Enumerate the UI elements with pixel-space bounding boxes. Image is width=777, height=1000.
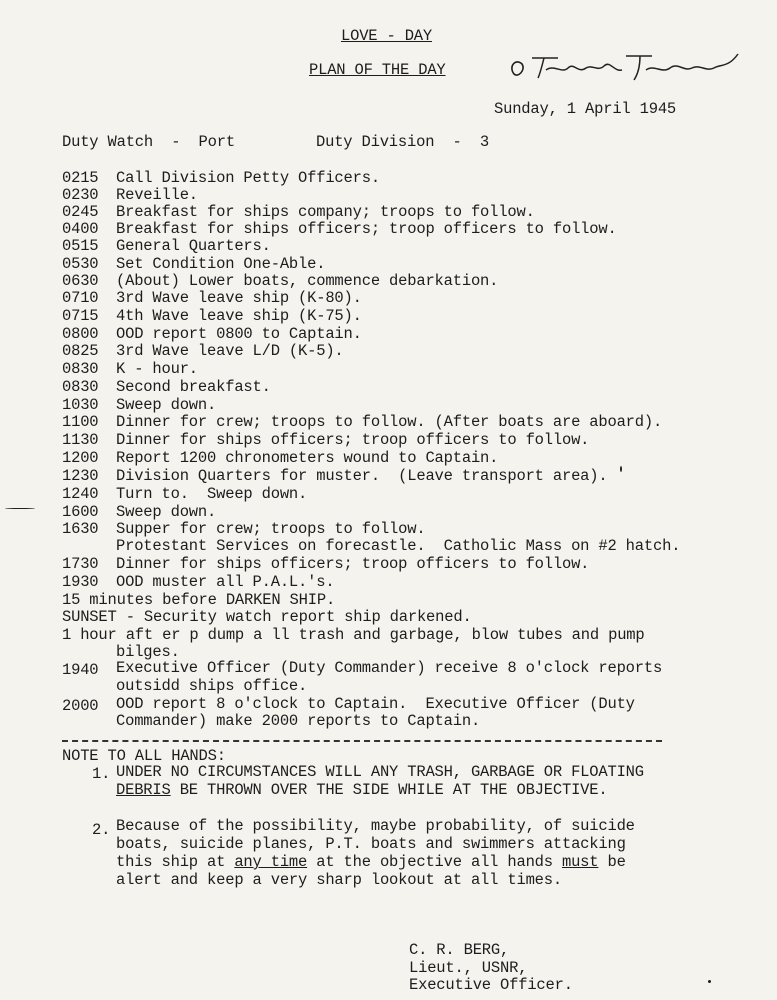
schedule-text: 4th Wave leave ship (K-75).: [116, 307, 362, 325]
schedule-time: 0715: [62, 307, 99, 325]
hour-after-line-2: bilges.: [116, 643, 180, 661]
scan-speck: [708, 980, 711, 983]
schedule-row: [0, 556, 777, 573]
schedule-row: [0, 379, 777, 396]
schedule-text: Breakfast for ships company; troops to follow.: [116, 203, 535, 221]
schedule-time-2000: 2000: [62, 697, 99, 715]
darken-ship-line: 15 minutes before DARKEN SHIP.: [62, 591, 336, 609]
schedule-text: Report 1200 chronometers wound to Captain.: [116, 449, 499, 467]
schedule-row: [0, 450, 777, 467]
dashed-divider: [62, 740, 662, 742]
schedule-text: Breakfast for ships officers; troop officers to follow.: [116, 220, 617, 238]
schedule-time: 0830: [62, 360, 99, 378]
doc-date: Sunday, 1 April 1945: [494, 100, 677, 118]
schedule-time: 1630: [62, 520, 99, 538]
duty-watch: Duty Watch - Port: [62, 133, 235, 151]
signature-rank: Lieut., USNR,: [409, 959, 528, 977]
schedule-row: [0, 468, 777, 485]
note-1-line-2: [116, 782, 607, 799]
schedule-time: 1200: [62, 449, 99, 467]
schedule-time: 0630: [62, 272, 99, 290]
scan-speck: [5, 508, 35, 509]
note-1-debris: DEBRIS: [116, 781, 171, 799]
schedule-text: (About) Lower boats, commence debarkation.: [116, 272, 499, 290]
schedule-time: 1030: [62, 396, 99, 414]
note-2-line-3-b: at the objective all hands: [307, 853, 562, 871]
exec-officer-line-1: Executive Officer (Duty Commander) receive 8 o'clock reports: [116, 659, 663, 677]
schedule-row: [0, 521, 777, 538]
notes-heading: NOTE TO ALL HANDS:: [62, 747, 226, 765]
signature-title: Executive Officer.: [409, 976, 573, 994]
schedule-text: Dinner for ships officers; troop officers to follow.: [116, 431, 590, 449]
scan-speck: [620, 466, 622, 472]
schedule-time: 0710: [62, 289, 99, 307]
note-2-line-1: Because of the possibility, maybe probability, of suicide: [116, 817, 635, 835]
schedule-time: 1230: [62, 467, 99, 485]
schedule-text: K - hour.: [116, 360, 198, 378]
schedule-row: [0, 187, 777, 204]
schedule-row: [0, 238, 777, 255]
note-2-must: must: [561, 853, 599, 871]
doc-title: LOVE - DAY: [341, 27, 433, 45]
schedule-row: [0, 414, 777, 431]
schedule-text: 3rd Wave leave ship (K-80).: [116, 289, 362, 307]
schedule-time-1940: 1940: [62, 661, 99, 679]
schedule-row: [0, 326, 777, 343]
ood-report-line-1: OOD report 8 o'clock to Captain. Executive Officer (Duty: [116, 695, 635, 713]
schedule-row: [0, 361, 777, 378]
note-2-line-3-c: be: [598, 853, 626, 871]
schedule-text: Sweep down.: [116, 396, 217, 414]
note-2-any-time: any time: [234, 853, 308, 871]
schedule-row: [0, 343, 777, 360]
schedule-text: Supper for crew; troops to follow.: [116, 520, 426, 538]
schedule-time: 0400: [62, 220, 99, 238]
schedule-text: Sweep down.: [116, 503, 217, 521]
schedule-time: 1930: [62, 573, 99, 591]
schedule-time: 1730: [62, 555, 99, 573]
schedule-time: 1240: [62, 485, 99, 503]
schedule-time: 1130: [62, 431, 99, 449]
note-2-line-2: boats, suicide planes, P.T. boats and swimmers attacking: [116, 835, 626, 853]
schedule-row: [0, 273, 777, 290]
note-2-line-3: [116, 854, 626, 871]
schedule-text: Call Division Petty Officers.: [116, 169, 380, 187]
schedule-time: 0515: [62, 237, 99, 255]
schedule-time: 1100: [62, 413, 99, 431]
note-2-number: 2.: [92, 821, 111, 839]
schedule-time: 0800: [62, 325, 99, 343]
note-2-line-3-a: this ship at: [116, 853, 235, 871]
schedule-time: 0530: [62, 255, 99, 273]
schedule-text: Division Quarters for muster. (Leave transport area).: [116, 467, 608, 485]
schedule-time: 0215: [62, 169, 99, 187]
schedule-row: [0, 221, 777, 238]
doc-subtitle: PLAN OF THE DAY: [309, 61, 446, 79]
schedule-text: Second breakfast.: [116, 378, 271, 396]
schedule-text: Dinner for ships officers; troop officers to follow.: [116, 555, 590, 573]
schedule-text: Protestant Services on forecastle. Catholic Mass on #2 hatch.: [116, 537, 681, 555]
hour-after-line-1: 1 hour aft er p dump a ll trash and garbage, blow tubes and pump: [62, 626, 645, 644]
signature-name: C. R. BERG,: [409, 941, 510, 959]
schedule-row: [0, 504, 777, 521]
schedule-text: OOD muster all P.A.L.'s.: [116, 573, 335, 591]
schedule-text: 3rd Wave leave L/D (K-5).: [116, 342, 344, 360]
schedule-row: [0, 170, 777, 187]
schedule-time: 0825: [62, 342, 99, 360]
schedule-row: [0, 397, 777, 414]
schedule-row: [0, 538, 777, 555]
note-1-line-1: UNDER NO CIRCUMSTANCES WILL ANY TRASH, GARBAGE OR FLOATING: [116, 763, 644, 781]
schedule-row: [0, 256, 777, 273]
note-1-line-2-rest: BE THROWN OVER THE SIDE WHILE AT THE OBJECTIVE.: [170, 781, 608, 799]
schedule-text: OOD report 0800 to Captain.: [116, 325, 362, 343]
schedule-row: [0, 432, 777, 449]
schedule-text: Reveille.: [116, 186, 198, 204]
sunset-line: SUNSET - Security watch report ship darkened.: [62, 608, 472, 626]
note-2-line-4: alert and keep a very sharp lookout at all times.: [116, 871, 562, 889]
schedule-text: General Quarters.: [116, 237, 271, 255]
schedule-text: Set Condition One-Able.: [116, 255, 326, 273]
schedule-row: [0, 290, 777, 307]
schedule-row: [0, 574, 777, 591]
exec-officer-line-2: outsidd ships office.: [116, 677, 308, 695]
note-1-number: 1.: [92, 765, 111, 783]
schedule-time: 1600: [62, 503, 99, 521]
schedule-time: 0245: [62, 203, 99, 221]
ood-report-line-2: Commander) make 2000 reports to Captain.: [116, 712, 481, 730]
schedule-row: [0, 308, 777, 325]
schedule-text: Turn to. Sweep down.: [116, 485, 308, 503]
schedule-row: [0, 486, 777, 503]
schedule-time: 0830: [62, 378, 99, 396]
schedule-row: [0, 204, 777, 221]
handwritten-signature-icon: [506, 44, 746, 84]
schedule-time: 0230: [62, 186, 99, 204]
duty-division: Duty Division - 3: [316, 133, 489, 151]
schedule-text: Dinner for crew; troops to follow. (After boats are aboard).: [116, 413, 663, 431]
